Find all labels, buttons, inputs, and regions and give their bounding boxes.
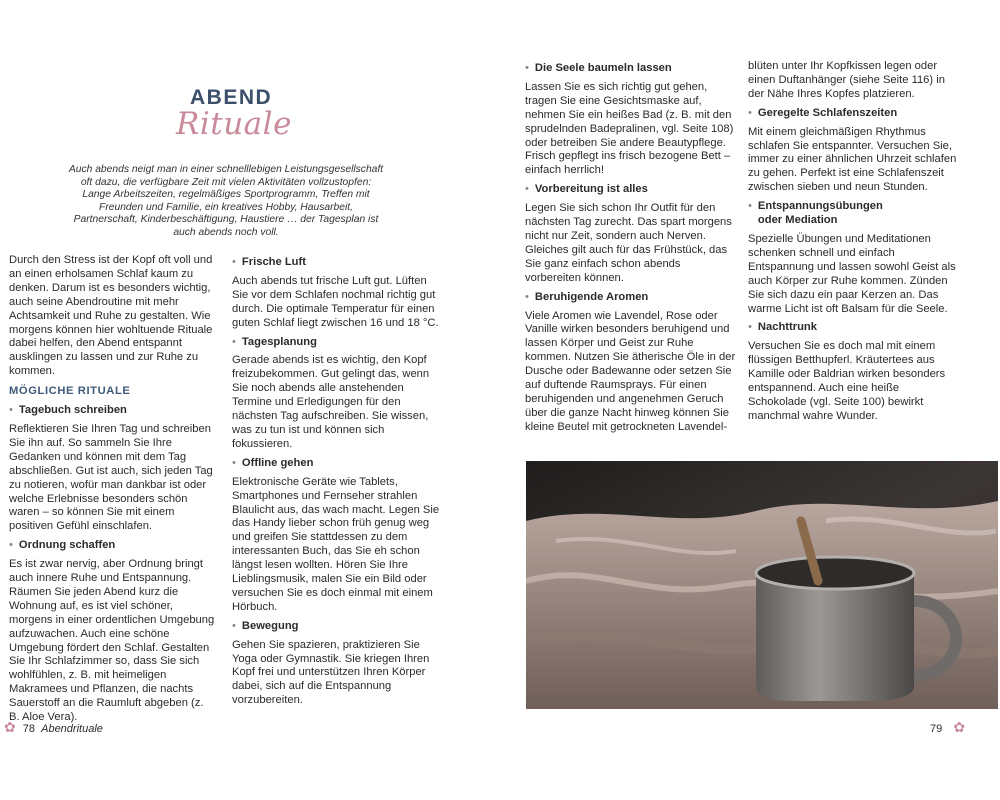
column-1 (9, 254, 216, 730)
page-number-left: 78 (22, 723, 36, 735)
bullet-icon: • (9, 404, 13, 417)
subheading-line: oder Mediation (757, 214, 838, 227)
subheading-label: Die Seele baumeln lassen (534, 62, 672, 74)
subheading-label: Bewegung (241, 619, 299, 632)
bullet-icon: • (525, 62, 529, 74)
footer-left (4, 719, 103, 736)
subheading (525, 62, 737, 76)
paragraph: Mit einem gleichmäßigen Rhythmus schlafen Sie entspannter. Versuchen Sie, immer zu einer ähnlichen Uhrzeit schlafen zu gehen. Perfekt ist eine Schlafenszeit zwischen sieben und neun Stunden. (748, 125, 957, 194)
paragraph: Gerade abends ist es wichtig, den Kopf freizubekommen. Gut gelingt das, wenn Sie noch abends alle anstehenden Termine und Erledigungen für den nächsten Tag aufschreiben. Sie wissen, was zu tun ist und können sich fokussieren. (232, 354, 430, 450)
bullet-icon: • (232, 256, 236, 268)
intro-text: Auch abends neigt man in einer schnelllebigen Leistungsgesellschaft oft dazu, die verfügbare Zeit mit vielen Aktivitäten vollzustopfen: Lange Arbeitszeiten, regelmäßiges Sportprogramm, Treffen mit Freunden und Familie, ein kreatives Hobby, Hausarbeit, Partnerschaft, Kinderbeschäftigung, Haustiere … der Tagesplan ist auch abends noch voll. (68, 164, 384, 238)
subheading-label: Offline gehen (241, 456, 314, 469)
subheading-label (758, 200, 883, 228)
paragraph: Durch den Stress ist der Kopf oft voll und an einen erholsamen Schlaf kaum zu denken. Darum ist es besonders wichtig, auch seine Abendroutine mit mehr Achtsamkeit und Ruhe zu gestalten. Wie morgens können hier wohltuende Rituale dabei helfen, den Abend entspannt ausklingen zu lassen und zur Ruhe zu kommen. (9, 254, 213, 378)
paragraph: Legen Sie sich schon Ihr Outfit für den nächsten Tag zurecht. Das spart morgens nicht nur Zeit, sondern auch Nerven. Gleiches gilt auch für das Frühstück, das Sie ganz einfach schon abends vorbereiten können. (525, 202, 732, 284)
paragraph: Spezielle Übungen und Meditationen schenken schnell und einfach Entspannung und lassen sowohl Geist als auch Körper zur Ruhe kommen. Zünden Sie sich dazu ein paar Kerzen an. Das warme Licht ist oft Balsam für die Seele. (748, 232, 956, 315)
bullet-icon: • (9, 539, 13, 552)
bullet-icon: • (232, 335, 236, 348)
paragraph: Viele Aromen wie Lavendel, Rose oder Vanille wirken besonders beruhigend und lassen Körper und Geist zur Ruhe kommen. Nutzen Sie ätherische Öle in der Dusche oder Badewanne oder setzen Sie auf duftende Raumsprays. Für einen beruhigenden und angenehmen Geruch über die ganze Nacht hinweg können Sie kleine Beutel mit getrockneten Lavendel- (525, 309, 736, 433)
page-number-right: 79 (930, 723, 943, 735)
subheading-label: Geregelte Schlafenszeiten (757, 106, 898, 119)
paragraph: Versuchen Sie es doch mal mit einem flüssigen Betthupferl. Kräutertees aus Kamille oder Baldrian wirken besonders entspannend. Auch eine heiße Schokolade (vgl. Seite 100) bewirkt manchmal wahre Wunder. (748, 340, 946, 422)
paragraph: Reflektieren Sie Ihren Tag und schreiben Sie ihn auf. So sammeln Sie Ihre Gedanken und können mit dem Tag abschließen. Gut ist auch, sich jeden Tag zu notieren, wofür man dankbar ist oder welche Erlebnisse besonders schön waren – so können Sie mit einem positiven Gefühl einschlafen. (9, 422, 213, 533)
bullet-icon: • (525, 183, 529, 196)
bullet-icon: • (525, 290, 529, 303)
running-title: Abendrituale (41, 723, 103, 735)
subheading-label: Vorbereitung ist alles (534, 183, 648, 196)
page-subtitle: Rituale (176, 106, 292, 142)
subheading (9, 404, 216, 418)
subheading (232, 457, 442, 471)
subheading-line: Entspannungsübungen (757, 200, 883, 213)
paragraph: Elektronische Geräte wie Tablets, Smartphones und Fernseher strahlen Blaulicht aus, das wach macht. Legen Sie das Handy lieber schon früh genug weg und greifen Sie stattdessen zu dem interessanten Buch, das Sie eh schon längst lesen wollten. Hören Sie Ihre Lieblingsmusik, malen Sie ein Bild oder versuchen Sie es doch einmal mit einem Hörbuch. (232, 475, 440, 613)
paragraph: Gehen Sie spazieren, praktizieren Sie Yoga oder Gymnastik. Sie kriegen Ihren Kopf frei und unterstützen Ihren Körper dabei, sich auf die Entspannung vorzubereiten. (232, 638, 430, 707)
subheading (232, 256, 442, 270)
bullet-icon: • (748, 321, 752, 334)
bullet-icon: • (232, 456, 236, 469)
subheading-label: Beruhigende Aromen (534, 290, 649, 303)
paragraph: blüten unter Ihr Kopfkissen legen oder einen Duftanhänger (siehe Seite 116) in der Nähe Ihres Kopfes platzieren. (748, 60, 945, 100)
section-heading: MÖGLICHE RITUALE (9, 385, 131, 398)
paragraph: Es ist zwar nervig, aber Ordnung bringt auch innere Ruhe und Entspannung. Räumen Sie jeden Abend kurz die Wohnung auf, es ist viel schöner, morgens in einer ordentlichen Umgebung aufzuwachen. Auch eine schöne Umgebung fördert den Schlaf. Gestalten Sie Ihr Schlafzimmer so, dass Sie sich wohlfühlen, z. B. mit heimeligen Makramees und Pflanzen, die nachts Sauerstoff an die Raumluft abgeben (z. B. Aloe Vera). (9, 558, 215, 724)
subheading (9, 539, 216, 553)
paragraph: Auch abends tut frische Luft gut. Lüften Sie vor dem Schlafen nochmal richtig gut durch. Die optimale Temperatur für einen guten Schlaf liegt zwischen 16 und 18 °C. (232, 274, 439, 329)
mug-on-blanket-photo (526, 461, 998, 709)
paragraph: Lassen Sie es sich richtig gut gehen, tragen Sie eine Gesichtsmaske auf, nehmen Sie ein heißes Bad (z. B. mit den sprudelnden Badepralinen, vgl. Seite 108) oder betreiben Sie andere Beautypflege. Frisch gepflegt ins frisch bezogene Bett – einfach herrlich! (525, 80, 734, 177)
bullet-icon: • (232, 619, 236, 632)
flower-icon: ✿ (953, 719, 966, 735)
column-4 (748, 60, 958, 429)
subheading (232, 336, 442, 350)
subheading (748, 200, 958, 228)
subheading-label: Frische Luft (241, 256, 306, 268)
bullet-icon: • (748, 200, 752, 213)
subheading (232, 620, 442, 634)
subheading-label: Nachttrunk (757, 321, 817, 334)
column-3 (525, 60, 737, 440)
subheading (748, 321, 958, 335)
subheading (525, 183, 737, 197)
flower-icon: ✿ (4, 719, 16, 735)
footer-right (930, 719, 965, 736)
subheading (748, 107, 958, 121)
subheading-label: Tagesplanung (241, 335, 317, 348)
bullet-icon: • (748, 106, 752, 119)
subheading-label: Ordnung schaffen (18, 539, 116, 552)
column-2 (232, 254, 442, 713)
page-title: ABEND (190, 86, 273, 109)
photo-illustration (526, 461, 998, 709)
subheading-label: Tagebuch schreiben (18, 404, 127, 417)
subheading (525, 291, 737, 305)
